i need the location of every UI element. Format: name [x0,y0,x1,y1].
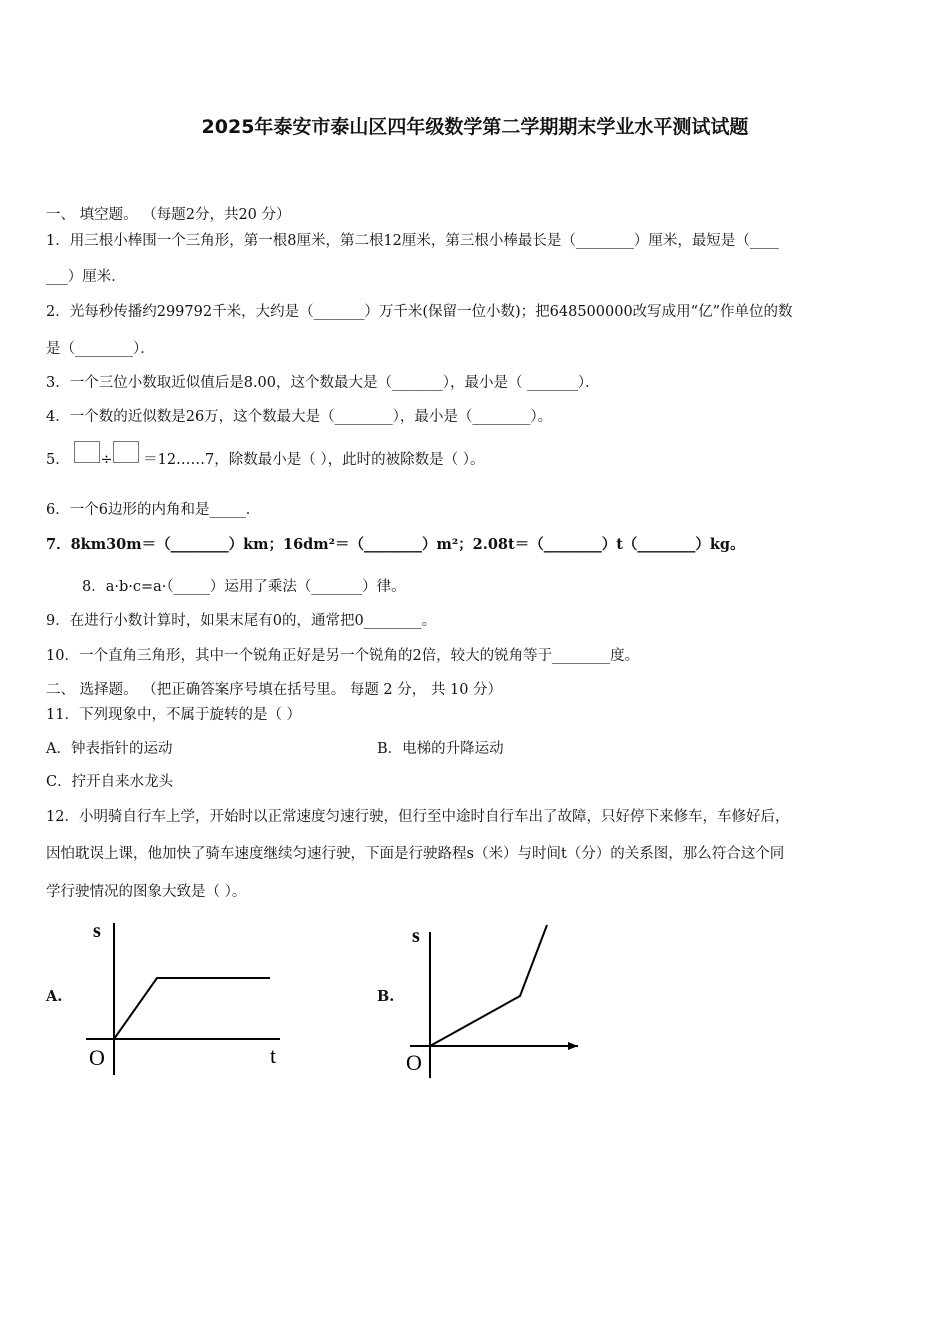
graph-b-curve [430,925,547,1046]
question-7: 7．8km30m＝（________）km；16dm²＝（________）m²；2.08t＝（________）t（________）kg。 [46,536,745,553]
question-12-line-3: 学行驶情况的图象大致是（ ）。 [46,884,247,900]
graph-a-s-label: s [93,920,101,942]
question-6: 6．一个6边形的内角和是_____． [46,502,261,518]
question-10: 10．一个直角三角形，其中一个锐角正好是另一个锐角的2倍，较大的锐角等于________度。 [46,648,640,664]
graph-a-t-label: t [270,1043,277,1068]
question-11-option-a: A．钟表指针的运动 [46,741,173,757]
question-2-line-2: 是（________）． [46,341,155,357]
question-9: 9．在进行小数计算时，如果末尾有0的，通常把0________。 [46,613,437,629]
section2-heading: 二、 选择题。 （把正确答案序号填在括号里。 每题 2 分， 共 10 分） [46,682,503,698]
question-8: 8．a·b·c=a·（_____）运用了乘法（_______）律。 [82,579,406,595]
question-12-line-2: 因怕耽误上课，他加快了骑车速度继续匀速行驶，下面是行驶路程s（米）与时间t（分）的关系图，那么符合这个同 [46,846,785,862]
graph-a [80,915,290,1080]
divisor-box [113,441,139,463]
question-1-line-1: 1．用三根小棒围一个三角形，第一根8厘米，第二根12厘米，第三根小棒最长是（________）厘米，最短是（____ [46,233,779,249]
question-11-option-c: C．拧开自来水龙头 [46,774,174,790]
question-5 [46,448,485,469]
question-11-stem: 11．下列现象中，不属于旋转的是（ ） [46,707,302,723]
question-4: 4．一个数的近似数是26万，这个数最大是（________），最小是（________）。 [46,409,553,425]
graph-a-curve [114,978,270,1039]
graph-b-origin: O [406,1050,422,1075]
question-12-line-1: 12．小明骑自行车上学，开始时以正常速度匀速行驶，但行至中途时自行车出了故障，只好停下来修车，车修好后， [46,809,790,825]
graph-b-s-label: s [412,925,420,947]
graph-a-label: A. [46,988,63,1005]
dividend-box [74,441,100,463]
question-5-text: ＝12……7，除数最小是（ ），此时的被除数是（ ）。 [143,452,485,468]
graph-b [400,918,585,1083]
graph-a-origin: O [89,1045,105,1070]
division-sign: ÷ [100,452,113,468]
graph-b-arrow [568,1042,578,1050]
section1-heading: 一、 填空题。 （每题2分，共20 分） [46,207,291,223]
page-title: 2025年泰安市泰山区四年级数学第二学期期末学业水平测试试题 [201,116,749,138]
question-3: 3．一个三位小数取近似值后是8.00，这个数最大是（_______），最小是（ _______）． [46,375,600,391]
question-1-line-2: ___）厘米． [46,269,126,285]
question-11-option-b: B．电梯的升降运动 [377,741,504,757]
graph-b-label: B. [377,988,395,1005]
question-2-line-1: 2．光每秒传播约299792千米，大约是（_______）万千米(保留一位小数)；把648500000改写成用“亿”作单位的数 [46,304,793,320]
question-5-number: 5． [46,452,70,468]
